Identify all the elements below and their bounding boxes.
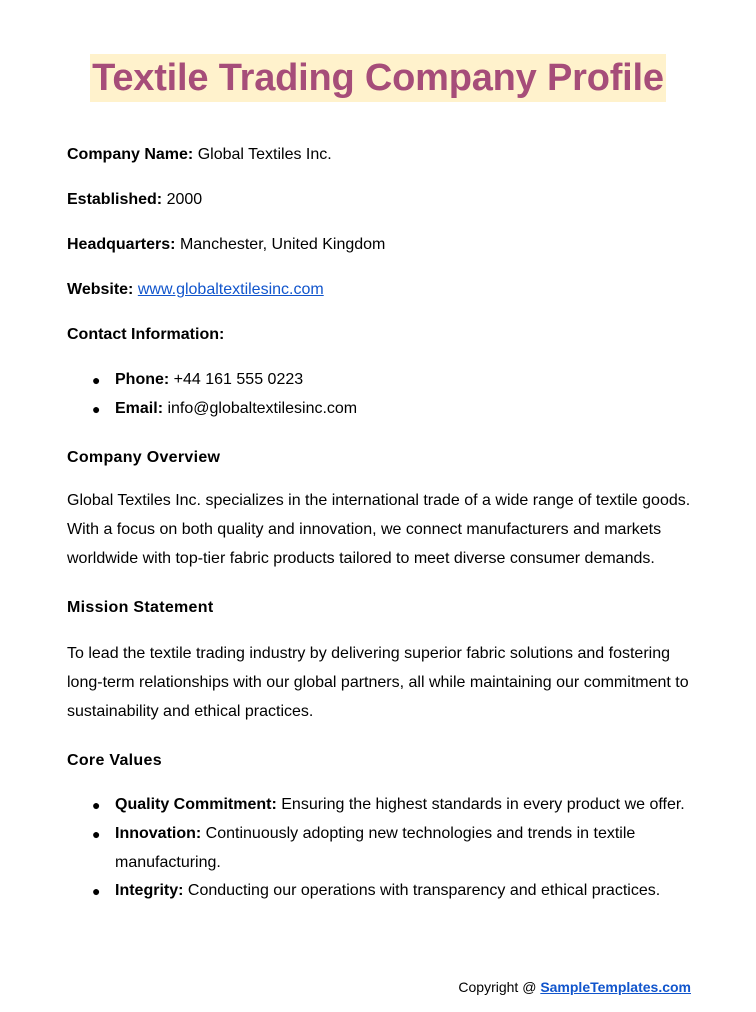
- contact-information-label: Contact Information:: [67, 326, 225, 343]
- contact-information-line: [67, 325, 224, 345]
- company-name-value: Global Textiles Inc.: [197, 146, 332, 163]
- bullet-icon: ●: [92, 826, 101, 842]
- title-container: [0, 54, 756, 102]
- website-line: [67, 280, 324, 300]
- company-name-line: [67, 145, 332, 165]
- established-label: Established:: [67, 191, 163, 208]
- integrity-text: Conducting our operations with transparency and ethical practices.: [187, 882, 661, 899]
- innovation-text: Continuously adopting new technologies and trends in textile manufacturing.: [115, 825, 636, 871]
- company-overview-heading: Company Overview: [67, 449, 221, 466]
- company-overview-paragraph: Global Textiles Inc. specializes in the international trade of a wide range of textile goods. With a focus on both quality and innovation, we connect manufacturers and markets worldwide with top-tier fabric products tailored to meet diverse consumer demands.: [67, 492, 691, 567]
- bullet-icon: ●: [92, 401, 101, 417]
- list-item-email: [92, 399, 358, 419]
- headquarters-value: Manchester, United Kingdom: [179, 236, 386, 253]
- email-value: info@globaltextilesinc.com: [167, 400, 358, 417]
- email-label: Email:: [115, 400, 164, 417]
- list-item-innovation: [92, 820, 705, 878]
- phone-value: +44 161 555 0223: [173, 371, 304, 388]
- innovation-label: Innovation:: [115, 825, 202, 842]
- website-link[interactable]: www.globaltextilesinc.com: [137, 281, 324, 298]
- core-values-heading: Core Values: [67, 752, 162, 769]
- list-item-integrity: [92, 877, 705, 906]
- headquarters-line: [67, 235, 385, 255]
- list-item-quality: [92, 791, 705, 820]
- bullet-icon: ●: [92, 883, 101, 899]
- integrity-label: Integrity:: [115, 882, 184, 899]
- headquarters-label: Headquarters:: [67, 236, 176, 253]
- phone-label: Phone:: [115, 371, 170, 388]
- quality-label: Quality Commitment:: [115, 796, 277, 813]
- bullet-icon: ●: [92, 372, 101, 388]
- bullet-icon: ●: [92, 797, 101, 813]
- list-item-phone: [92, 370, 304, 390]
- quality-text: Ensuring the highest standards in every product we offer.: [281, 796, 685, 813]
- copyright-prefix: Copyright @: [458, 979, 541, 995]
- mission-statement-paragraph: To lead the textile trading industry by delivering superior fabric solutions and fostering long-term relationships with our global partners, all while maintaining our commitment to sustainability and ethical practices.: [67, 645, 689, 720]
- company-name-label: Company Name:: [67, 146, 194, 163]
- sampletemplates-link[interactable]: SampleTemplates.com: [540, 979, 691, 995]
- copyright-footer: [458, 978, 691, 996]
- established-line: [67, 190, 202, 210]
- established-value: 2000: [166, 191, 203, 208]
- page-title: Textile Trading Company Profile: [90, 54, 666, 102]
- mission-statement-heading: Mission Statement: [67, 599, 214, 616]
- website-label: Website:: [67, 281, 134, 298]
